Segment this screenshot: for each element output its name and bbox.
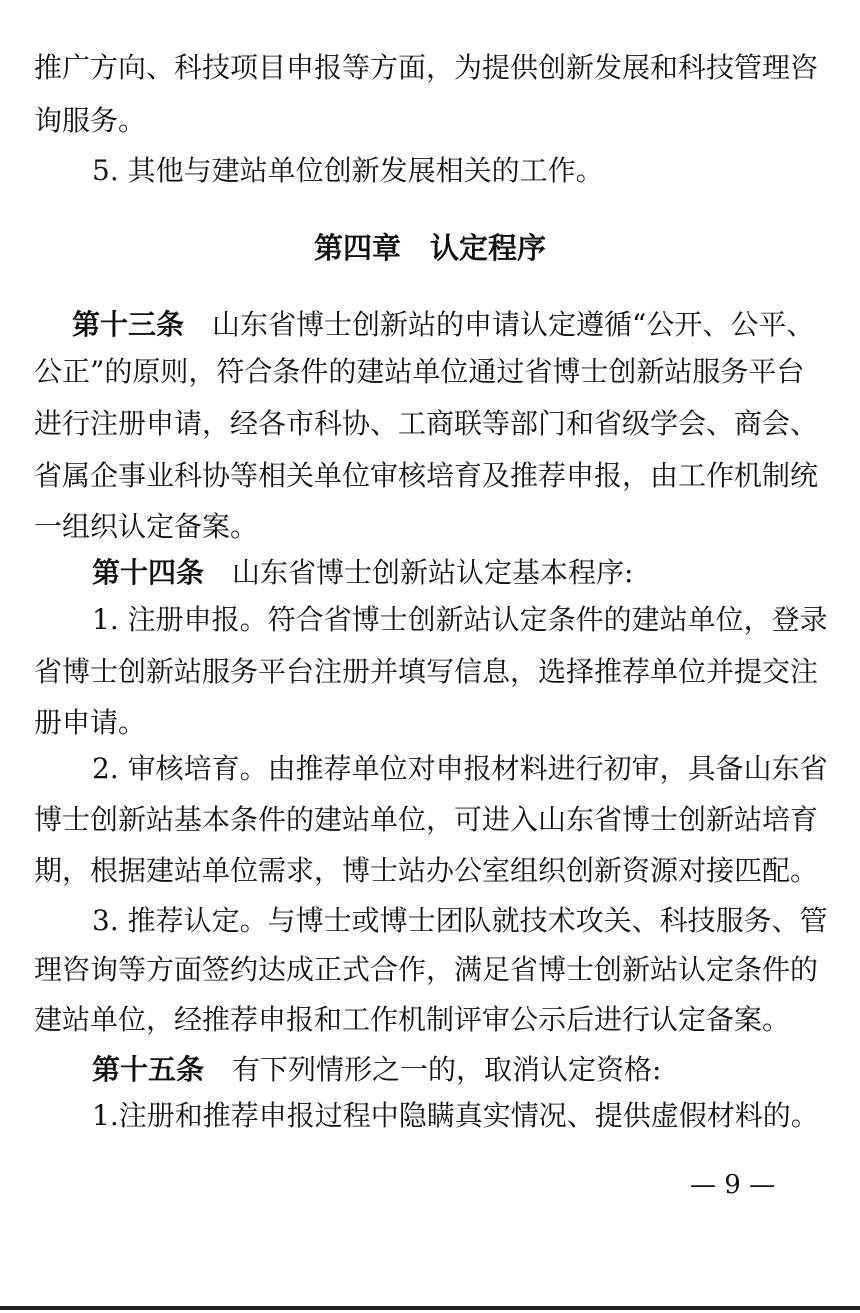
body-line: 3. 推荐认定。与博士或博士团队就技术攻关、科技服务、管	[92, 904, 828, 937]
body-line: 1. 注册申报。符合省博士创新站认定条件的建站单位，登录	[92, 603, 828, 636]
bottom-divider	[0, 1306, 860, 1310]
article-title: 第十三条	[72, 308, 185, 341]
body-line: 有下列情形之一的，取消认定资格:	[232, 1053, 662, 1086]
body-line: 公正”的原则，符合条件的建站单位通过省博士创新站服务平台	[34, 355, 805, 388]
body-line: 博士创新站基本条件的建站单位，可进入山东省博士创新站培育	[34, 803, 819, 836]
body-line: 山东省博士创新站认定基本程序:	[232, 556, 634, 589]
body-line: 2. 审核培育。由推荐单位对申报材料进行初审，具备山东省	[92, 752, 828, 785]
body-line: 5. 其他与建站单位创新发展相关的工作。	[92, 154, 604, 187]
body-line: 推广方向、科技项目申报等方面，为提供创新发展和科技管理咨	[34, 51, 819, 84]
body-line: 期，根据建站单位需求，博士站办公室组织创新资源对接匹配。	[34, 854, 819, 887]
body-line: 省博士创新站服务平台注册并填写信息，选择推荐单位并提交注	[34, 655, 819, 688]
page-number: — 9 —	[690, 1170, 776, 1200]
body-line: 省属企事业科协等相关单位审核培育及推荐申报，由工作机制统	[34, 459, 819, 492]
article-title: 第十五条	[92, 1053, 205, 1086]
body-line: 询服务。	[34, 104, 147, 137]
body-line: 1.注册和推荐申报过程中隐瞒真实情况、提供虚假材料的。	[92, 1099, 819, 1132]
body-line: 册申请。	[34, 706, 147, 739]
body-line: 建站单位，经推荐申报和工作机制评审公示后进行认定备案。	[34, 1003, 791, 1036]
body-line: 理咨询等方面签约达成正式合作，满足省博士创新站认定条件的	[34, 953, 819, 986]
article-title: 第十四条	[92, 556, 205, 589]
body-line: 进行注册申请，经各市科协、工商联等部门和省级学会、商会、	[34, 407, 819, 440]
body-line: 山东省博士创新站的申请认定遵循“公开、公平、	[212, 308, 815, 341]
body-line: 一组织认定备案。	[34, 510, 259, 543]
chapter-heading: 第四章 认定程序	[313, 231, 546, 265]
